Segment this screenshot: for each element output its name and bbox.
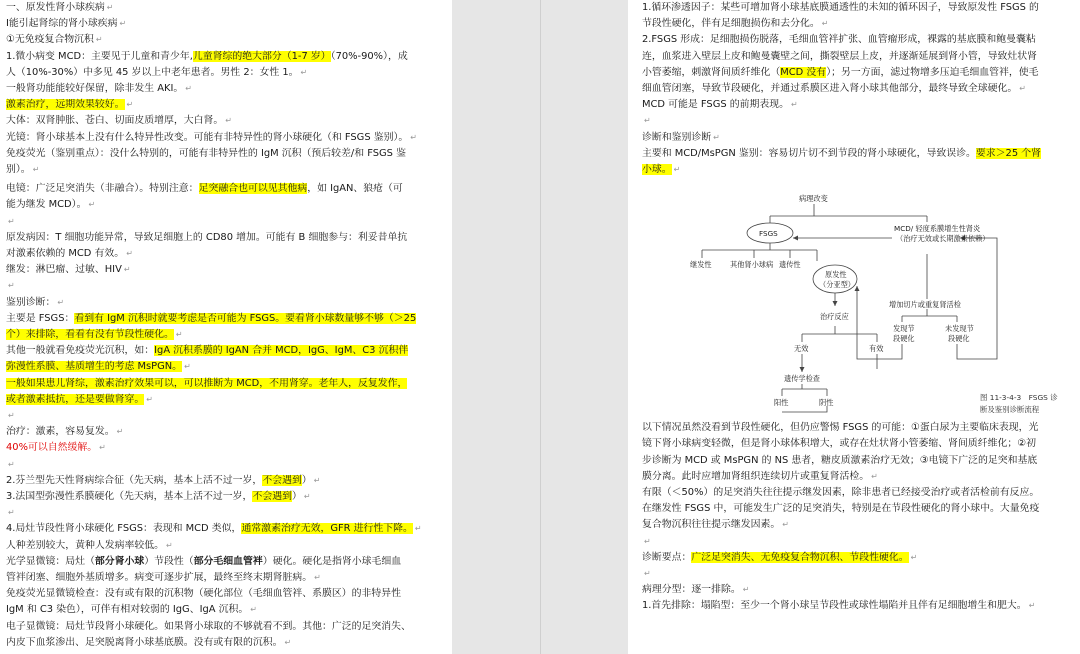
flow-node-primary-line1: 原发性 xyxy=(825,270,847,280)
page-gap-divider xyxy=(540,0,541,654)
text-line: 治疗：激素，容易复发。 ↵ xyxy=(6,426,124,438)
highlight-line: 或者激素抵抗，还是要做肾穿。 ↵ xyxy=(6,393,153,405)
text-line: 以下情况虽然没看到节段性硬化，但仍应警惕 FSGS 的可能：①蛋白尿为主要临床表现，光 xyxy=(642,422,1039,434)
blank-line: ↵ xyxy=(8,216,15,226)
text-line: 光学显微镜：局灶（部分肾小球）节段性（部分毛细血管袢）硬化。硬化是指肾小球毛细血 xyxy=(6,555,402,567)
text-line: 其他一般就看免疫荧光沉积，如：IgA 沉积系膜的 IgAN 合并 MCD，IgG、IgM、C3 沉积伴 xyxy=(6,345,409,357)
subheading-no-immune-complex: ①无免疫复合物沉积 ↵ xyxy=(6,34,103,46)
figure-caption-line2: 断及鉴别诊断流程 xyxy=(980,405,1040,415)
flow-node-found-line2: 段硬化 xyxy=(893,334,915,344)
text-line: 镜下肾小球病变轻微，但是肾小球体积增大，或存在灶状肾小管萎缩、肾间质纤维化；②初 xyxy=(642,438,1036,450)
flow-node-positive: 阳性 xyxy=(774,398,789,408)
document-page-left[interactable] xyxy=(0,0,452,654)
blank-line: ↵ xyxy=(644,569,651,579)
flow-node-rebiopsy: 增加切片或重复肾活检 xyxy=(889,300,961,310)
highlight-line: 激素治疗，远期效果较好。 ↵ xyxy=(6,99,134,111)
text-line: 在继发性 FSGS 中，可能发生广泛的足突消失，特别是在节段性硬化的肾小球中。大量免疫 xyxy=(642,503,1040,515)
text-line: 免疫荧光显微镜检查：没有或有限的沉积物（硬化部位（毛细血管袢、系膜区）的非特异性 xyxy=(6,588,402,600)
text-line: 主要和 MCD/MsPGN 鉴别：容易切片切不到节段的肾小球硬化，导致误诊。要求＞25 个肾 xyxy=(642,147,1042,159)
flowchart-lines xyxy=(662,184,1062,420)
flow-node-treatment-response: 治疗反应 xyxy=(820,312,849,322)
highlight-line: 弥漫性系膜、基质增生的考虑 MsPGN。 ↵ xyxy=(6,361,191,373)
flow-node-effective: 有效 xyxy=(869,344,884,354)
blank-line: ↵ xyxy=(644,536,651,546)
text-line: 一般肾功能能较好保留，除非发生 AKI。 ↵ xyxy=(6,83,192,95)
text-line: 病理分型：逐一排除。 ↵ xyxy=(642,584,750,596)
text-line: 复合物沉积往往提示继发因素。 ↵ xyxy=(642,519,789,531)
flow-node-fsgs: FSGS xyxy=(759,229,778,239)
flow-node-root: 病理改变 xyxy=(799,194,828,204)
text-line: 继发：淋巴瘤、过敏、HIV ↵ xyxy=(6,264,131,276)
heading-primary-glomerular: 一、原发性肾小球疾病 ↵ xyxy=(6,2,114,13)
highlight-line: 一般如果患儿肾综，激素治疗效果可以，可以推断为 MCD，不用肾穿。老年人，反复发作， xyxy=(6,377,408,389)
blank-line: ↵ xyxy=(8,459,15,469)
flow-node-other-glomerular: 其他肾小球病 xyxy=(730,260,774,270)
text-line: 2.FSGS 形成：足细胞损伤脱落，毛细血管袢扩张、血管瘤形成，裸露的基底膜和鲍曼囊粘 xyxy=(642,34,1036,46)
text-line: 主要是 FSGS：看到有 IgM 沉积时就要考虑是否可能为 FSGS。要看肾小球数量够不够（＞25 xyxy=(6,312,417,324)
text-line: 人（10%-30%）中多见 45 岁以上中老年患者。男性 2：女性 1。 ↵ xyxy=(6,66,308,78)
text-line: 管袢闭塞、细胞外基质增多。病变可逐步扩展，最终至终末期肾脏病。 ↵ xyxy=(6,572,321,584)
flow-node-mcd-line2: （治疗无效或长期激素依赖） xyxy=(896,234,990,244)
fsgs-diagnosis-flowchart xyxy=(662,184,1062,420)
subheading-diagnosis: 诊断和鉴别诊断 ↵ xyxy=(642,131,720,143)
blank-line: ↵ xyxy=(644,116,651,126)
text-line: 诊断要点：广泛足突消失、无免疫复合物沉积、节段性硬化。 ↵ xyxy=(642,551,918,563)
text-line: 1.微小病变 MCD：主要见于儿童和青少年,儿童肾综的绝大部分（1-7 岁）（70%-90%），成 xyxy=(6,50,408,62)
flow-node-genetic-test: 遗传学检查 xyxy=(784,374,820,384)
text-line: 细血管闭塞，导致节段硬化，并通过系膜区进入肾小球其他部分，最终导致全球硬化。 ↵ xyxy=(642,83,1026,95)
text-line: 4.局灶节段性肾小球硬化 FSGS：表现和 MCD 类似，通常激素治疗无效，GFR 进行性下降。 ↵ xyxy=(6,523,422,535)
text-line: 1.首先排除：塌陷型：至少一个肾小球呈节段性或球性塌陷并且伴有足细胞增生和肥大。 ↵ xyxy=(642,600,1036,612)
flow-node-notfound-line1: 未发现节 xyxy=(945,324,974,334)
flow-node-primary-line2: （分亚型） xyxy=(819,280,855,290)
text-line: IgM 和 C3 染色），可伴有相对较弱的 IgG、IgA 沉积。 ↵ xyxy=(6,604,257,616)
text-line: 1.循环渗透因子：某些可增加肾小球基底膜通透性的未知的循环因子，导致原发性 FSGS 的 xyxy=(642,2,1039,13)
text-line: 人种差别较大，黄种人发病率较低。 ↵ xyxy=(6,539,173,551)
blank-line: ↵ xyxy=(8,411,15,421)
text-line: MCD 可能是 FSGS 的前期表现。 ↵ xyxy=(642,99,798,111)
text-line: 2.芬兰型先天性肾病综合征（先天病，基本上活不过一岁，不会遇到） ↵ xyxy=(6,474,321,486)
text-line: 别）。 ↵ xyxy=(6,164,40,176)
text-line: 免疫荧光（鉴别重点）：没什么特别的，可能有非特异性的 IgM 沉积（预后较差/和 FSGS 鉴 xyxy=(6,147,406,159)
flow-node-ineffective: 无效 xyxy=(794,344,809,354)
flow-node-secondary: 继发性 xyxy=(690,260,712,270)
text-line: 对激素依赖的 MCD 有效。 ↵ xyxy=(6,248,133,260)
text-line: 原发病因：T 细胞功能异常，导致足细胞上的 CD80 增加。可能有 B 细胞参与：利妥昔单抗 xyxy=(6,231,408,243)
text-line: 膜分离。此时应增加肾组织连续切片或重复肾活检。 ↵ xyxy=(642,470,878,482)
text-line: 小管萎缩，刺激肾间质纤维化（MCD 没有）；另一方面，滤过物增多压迫毛细血管袢，使毛 xyxy=(642,66,1039,78)
figure-caption-line1: 图 11-3-4-3 FSGS 诊 xyxy=(980,393,1058,403)
text-line: 3.法国型弥漫性系膜硬化（先天病，基本上活不过一岁，不会遇到） ↵ xyxy=(6,491,311,503)
text-line: 大体：双肾肿胀、苍白、切面皮质增厚，大白肾。 ↵ xyxy=(6,115,232,127)
blank-line: ↵ xyxy=(8,508,15,518)
text-line: 有限（＜50%）的足突消失往往提示继发因素，除非患者已经接受治疗或者活检前有反应。 xyxy=(642,487,1040,499)
subheading-nephrotic: Ⅰ能引起肾综的肾小球疾病 ↵ xyxy=(6,18,127,30)
text-line: 鉴别诊断： ↵ xyxy=(6,296,65,308)
text-line: 内皮下血浆渗出、足突脱离肾小球基底膜。没有或有限的沉积。 ↵ xyxy=(6,636,292,648)
text-line: 节段性硬化，伴有足细胞损伤和去分化。 ↵ xyxy=(642,18,829,30)
blank-line: ↵ xyxy=(8,281,15,291)
flow-node-found-line1: 发现节 xyxy=(893,324,915,334)
flow-node-genetic: 遗传性 xyxy=(779,260,801,270)
red-text-line: 40%可以自然缓解。 ↵ xyxy=(6,442,106,454)
highlight-line: 小球。 ↵ xyxy=(642,164,681,176)
text-line: 光镜：肾小球基本上没有什么特异性改变。可能有非特异性的肾小球硬化（和 FSGS 鉴别）。 ↵ xyxy=(6,131,417,143)
text-line: 步诊断为 MCD 或 MsPGN 的 NS 患者，糖皮质激素治疗无效；③电镜下广泛的足突和基底 xyxy=(642,454,1038,466)
flow-node-negative: 阴性 xyxy=(819,398,834,408)
flow-node-mcd-line1: MCD/ 轻度系膜增生性肾炎 xyxy=(894,224,981,234)
document-page-right[interactable] xyxy=(628,0,1080,654)
text-line: 能为继发 MCD）。 ↵ xyxy=(6,199,96,211)
text-line: 电子显微镜：局灶节段肾小球硬化。如果肾小球取的不够就看不到。其他：广泛的足突消失、 xyxy=(6,620,411,632)
highlight-line: 个）来排除，看看有没有节段性硬化。 ↵ xyxy=(6,329,183,341)
text-line: 电镜：广泛足突消失（非融合）。特别注意：足突融合也可以见其他病，如 IgAN、狼疮（可 xyxy=(6,183,403,195)
flow-node-notfound-line2: 段硬化 xyxy=(948,334,970,344)
text-line: 连，血浆进入壁层上皮和鲍曼囊壁之间，撕裂壁层上皮，并逐渐延展到肾小管，导致灶状肾 xyxy=(642,50,1038,62)
